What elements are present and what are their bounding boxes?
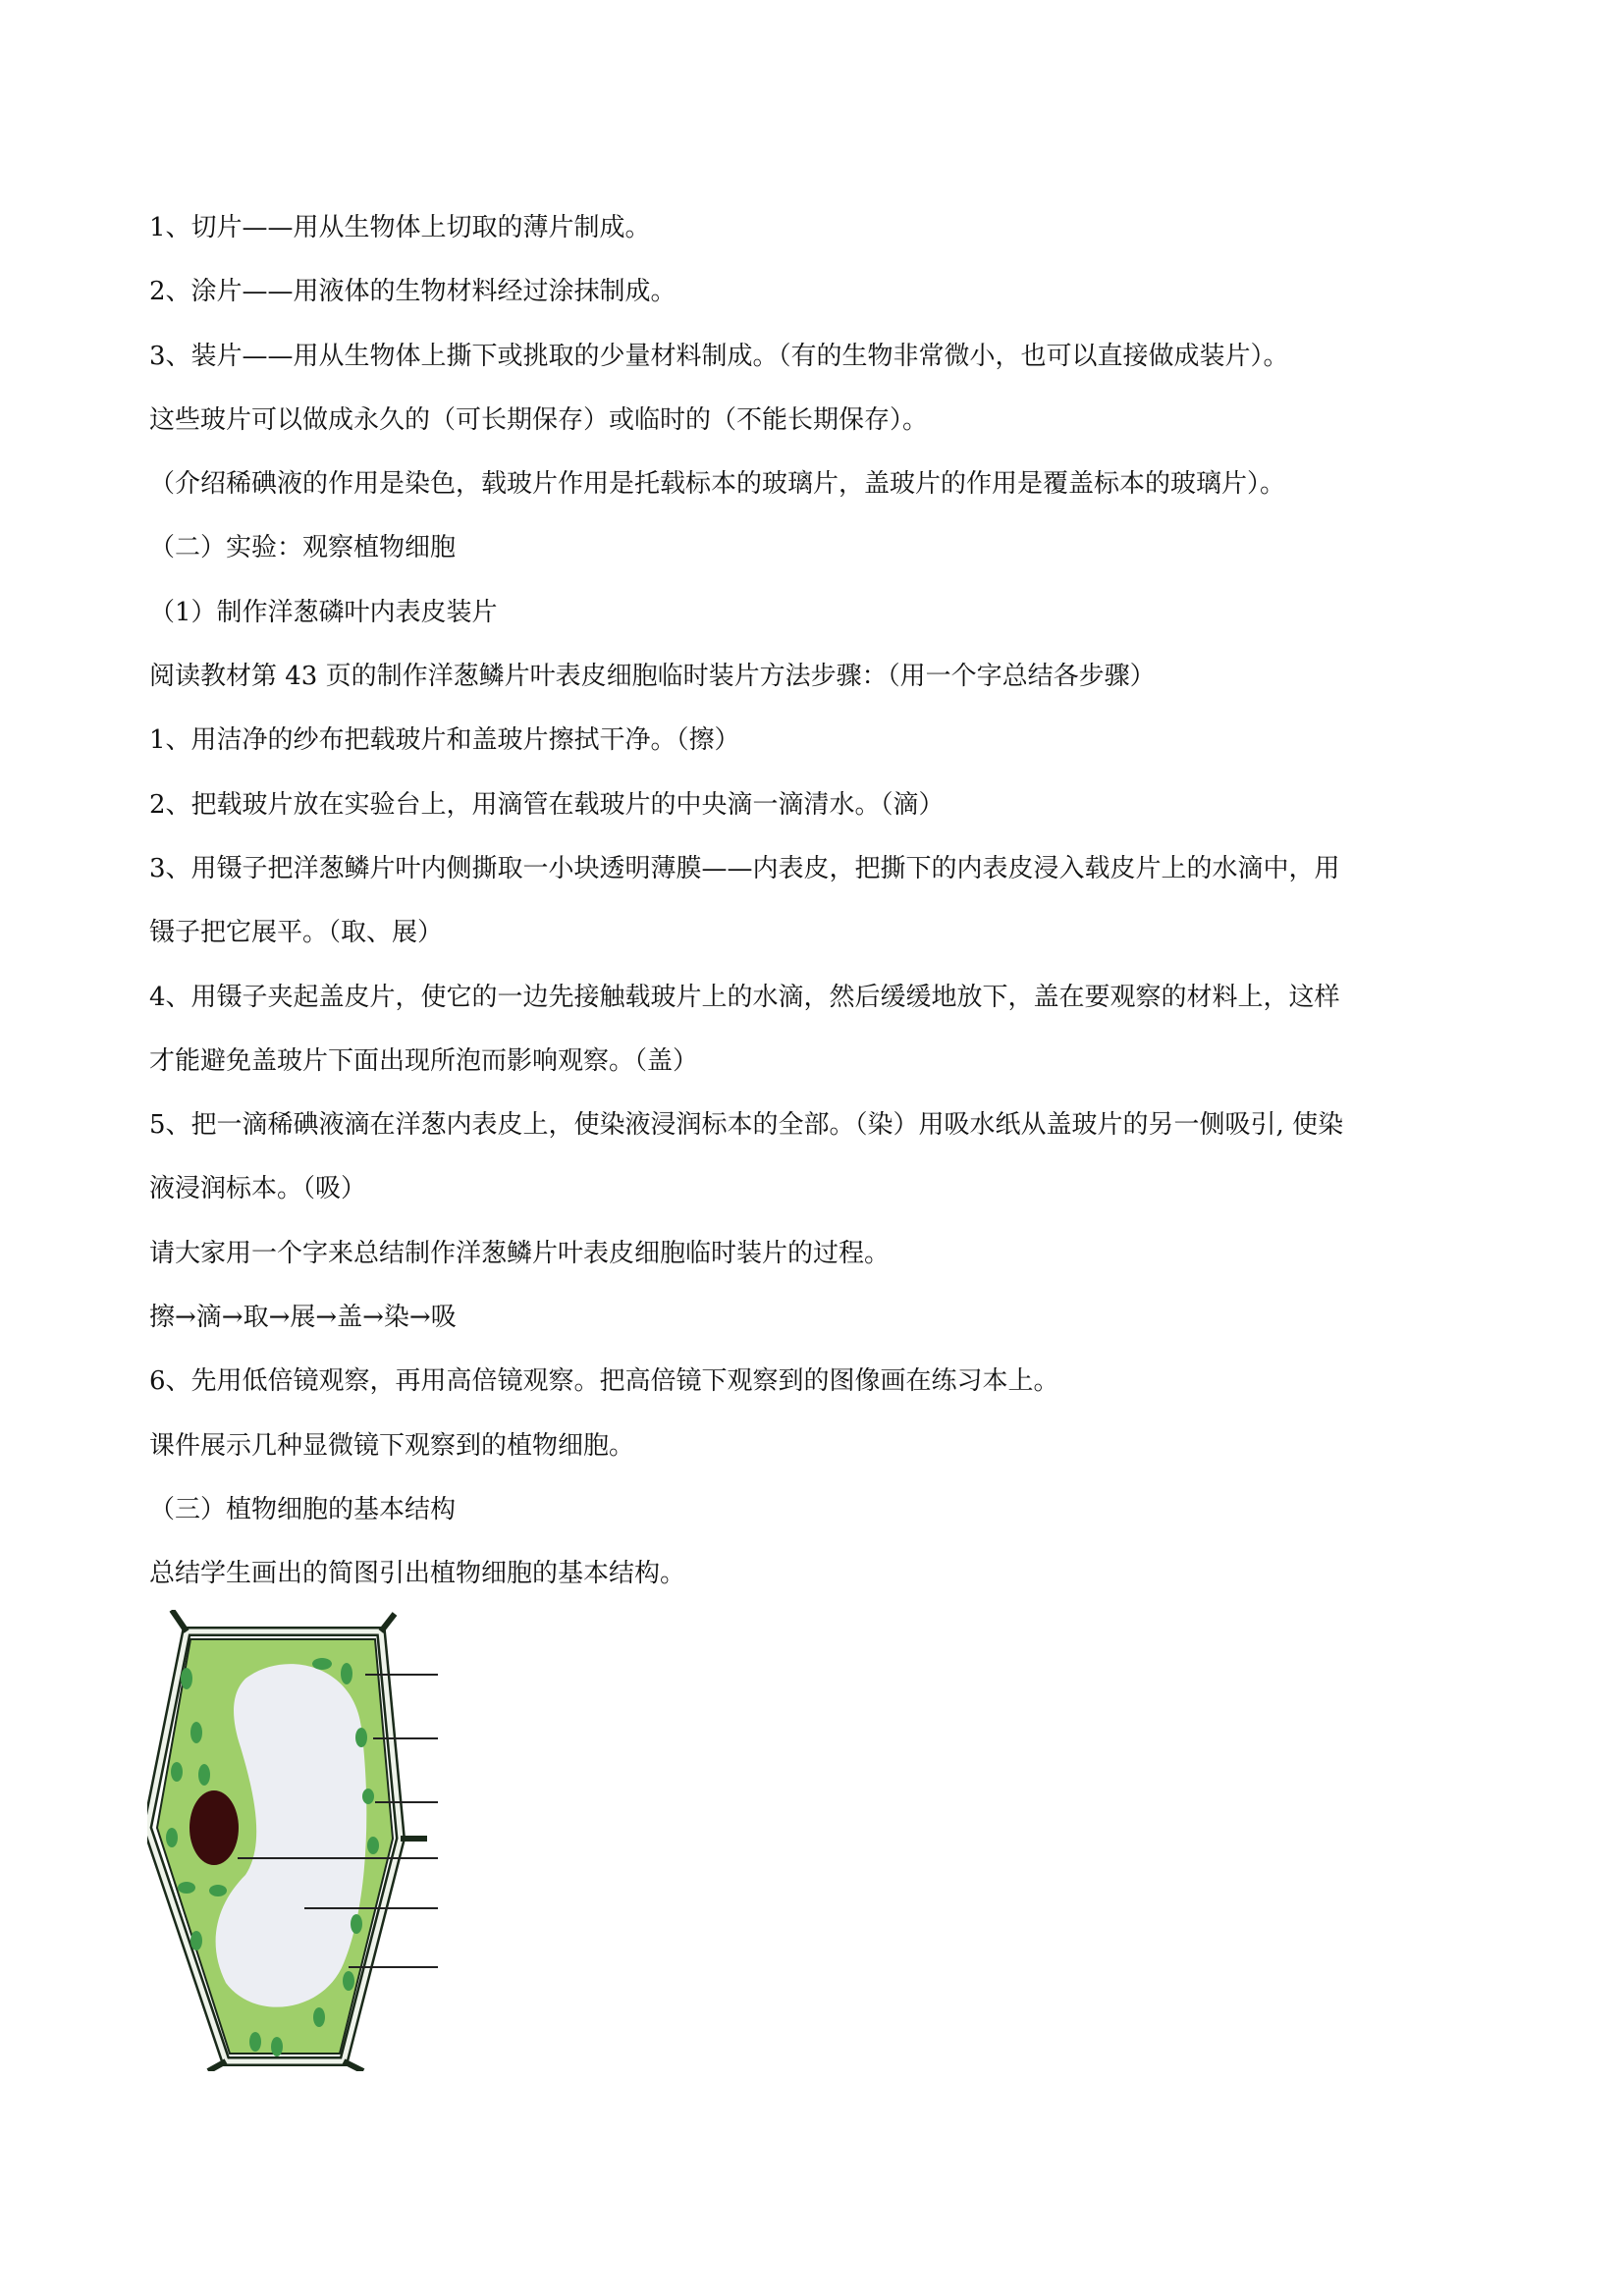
text-line: 课件展示几种显微镜下观察到的植物细胞。	[149, 1430, 635, 1461]
text-line: 3、装片——用从生物体上撕下或挑取的少量材料制成。（有的生物非常微小，也可以直接做成装片）。	[149, 341, 1289, 371]
step-line: 镊子把它展平。（取、展）	[149, 918, 444, 948]
nucleus	[189, 1790, 239, 1865]
plant-cell-diagram	[147, 1610, 452, 2071]
step-line: 才能避免盖玻片下面出现所泡而影响观察。（盖）	[149, 1045, 699, 1076]
section-heading: （二）实验：观察植物细胞	[149, 533, 457, 563]
text-line: 这些玻片可以做成永久的（可长期保存）或临时的（不能长期保存）。	[149, 404, 929, 435]
section-heading: （三）植物细胞的基本结构	[149, 1494, 457, 1524]
step-line: 1、用洁净的纱布把载玻片和盖玻片擦拭干净。（擦）	[149, 725, 740, 756]
summary-sequence: 擦→滴→取→展→盖→染→吸	[149, 1303, 457, 1333]
text-line: 2、涂片——用液体的生物材料经过涂抹制成。	[149, 277, 677, 307]
document-body	[149, 196, 1494, 1607]
text-line: 请大家用一个字来总结制作洋葱鳞片叶表皮细胞临时装片的过程。	[149, 1238, 891, 1268]
text-line: 阅读教材第 43 页的制作洋葱鳞片叶表皮细胞临时装片方法步骤：（用一个字总结各步骤）	[149, 662, 1156, 692]
step-line: 4、用镊子夹起盖皮片，使它的一边先接触载玻片上的水滴，然后缓缓地放下，盖在要观察的材料上，这样	[149, 982, 1340, 1012]
step-line: 6、先用低倍镜观察，再用高倍镜观察。把高倍镜下观察到的图像画在练习本上。	[149, 1366, 1059, 1397]
step-line: 3、用镊子把洋葱鳞片叶内侧撕取一小块透明薄膜——内表皮，把撕下的内表皮浸入载皮片上的水滴中，用	[149, 853, 1340, 883]
step-line: 2、把载玻片放在实验台上，用滴管在载玻片的中央滴一滴清水。（滴）	[149, 789, 945, 820]
text-line: 总结学生画出的简图引出植物细胞的基本结构。	[149, 1559, 686, 1589]
text-line: （介绍稀碘液的作用是染色，载玻片作用是托载标本的玻璃片，盖玻片的作用是覆盖标本的玻璃片）。	[149, 469, 1286, 500]
step-line: 液浸润标本。（吸）	[149, 1174, 367, 1204]
subsection-heading: （1）制作洋葱磷叶内表皮装片	[149, 597, 498, 627]
text-line: 1、切片——用从生物体上切取的薄片制成。	[149, 213, 651, 242]
step-line: 5、把一滴稀碘液滴在洋葱内表皮上，使染液浸润标本的全部。（染）用吸水纸从盖玻片的另一侧吸引, 使染	[149, 1110, 1344, 1141]
